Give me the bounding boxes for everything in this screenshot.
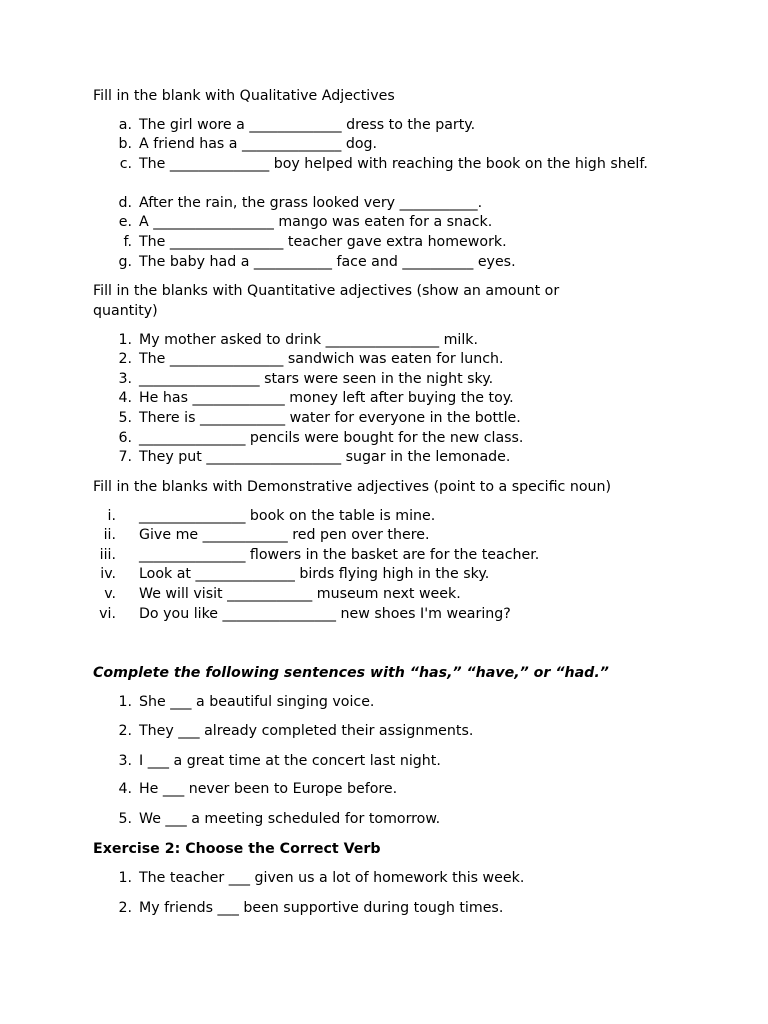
list-item: _______________ book on the table is mine.: [139, 508, 436, 524]
list-marker: 2.: [118, 900, 132, 916]
list-item: A friend has a ______________ dog.: [139, 136, 378, 152]
list-item: There is ____________ water for everyone in the bottle.: [139, 410, 521, 426]
list-item: They ___ already completed their assignments.: [139, 723, 474, 739]
list-item: _______________ flowers in the basket are for the teacher.: [139, 547, 540, 563]
list-marker: 1.: [118, 332, 132, 348]
list-marker: e.: [118, 214, 132, 230]
list-item: The teacher ___ given us a lot of homework this week.: [139, 870, 525, 886]
list-marker: ii.: [103, 527, 116, 543]
list-item: Look at ______________ birds flying high in the sky.: [139, 566, 490, 582]
list-marker: 4.: [118, 390, 132, 406]
list-item: The ________________ sandwich was eaten for lunch.: [139, 351, 504, 367]
demonstrative-heading: Fill in the blanks with Demonstrative adjectives (point to a specific noun): [93, 479, 612, 495]
list-item: The baby had a ___________ face and __________ eyes.: [139, 254, 516, 270]
list-marker: 3.: [118, 753, 132, 769]
list-item: The ______________ boy helped with reaching the book on the high shelf.: [139, 156, 648, 172]
list-marker: 5.: [118, 410, 132, 426]
exercise-2-heading: Exercise 2: Choose the Correct Verb: [93, 841, 381, 857]
list-marker: v.: [104, 586, 116, 602]
list-item: We will visit ____________ museum next week.: [139, 586, 461, 602]
list-marker: iv.: [100, 566, 116, 582]
list-marker: i.: [107, 508, 116, 524]
list-item: The girl wore a _____________ dress to the party.: [139, 117, 476, 133]
list-item: They put ___________________ sugar in the lemonade.: [139, 449, 511, 465]
list-marker: f.: [123, 234, 132, 250]
list-marker: d.: [118, 195, 132, 211]
list-item: He has _____________ money left after buying the toy.: [139, 390, 514, 406]
list-marker: 1.: [118, 694, 132, 710]
list-item: I ___ a great time at the concert last night.: [139, 753, 441, 769]
list-item: _______________ pencils were bought for the new class.: [139, 430, 524, 446]
list-marker: 2.: [118, 351, 132, 367]
list-item: My mother asked to drink ________________ milk.: [139, 332, 479, 348]
list-item: A _________________ mango was eaten for a snack.: [139, 214, 493, 230]
has-have-had-heading: Complete the following sentences with “has,” “have,” or “had.”: [93, 665, 609, 681]
quantitative-heading: Fill in the blanks with Quantitative adjectives (show an amount or quantity): [93, 283, 560, 319]
list-marker: 4.: [118, 781, 132, 797]
list-item: We ___ a meeting scheduled for tomorrow.: [139, 811, 441, 827]
list-marker: 3.: [118, 371, 132, 387]
list-marker: b.: [118, 136, 132, 152]
list-marker: 6.: [118, 430, 132, 446]
list-item: After the rain, the grass looked very ___________.: [139, 195, 483, 211]
list-marker: iii.: [99, 547, 116, 563]
list-marker: c.: [119, 156, 132, 172]
list-marker: 7.: [118, 449, 132, 465]
list-marker: 1.: [118, 870, 132, 886]
list-marker: vi.: [99, 606, 116, 622]
list-marker: 2.: [118, 723, 132, 739]
list-item: He ___ never been to Europe before.: [139, 781, 398, 797]
list-marker: 5.: [118, 811, 132, 827]
qualitative-heading: Fill in the blank with Qualitative Adjectives: [93, 88, 395, 104]
list-item: Do you like ________________ new shoes I'm wearing?: [139, 606, 511, 622]
list-marker: g.: [118, 254, 132, 270]
list-item: She ___ a beautiful singing voice.: [139, 694, 375, 710]
list-item: Give me ____________ red pen over there.: [139, 527, 430, 543]
list-marker: a.: [118, 117, 132, 133]
list-item: _________________ stars were seen in the night sky.: [139, 371, 494, 387]
list-item: The ________________ teacher gave extra homework.: [139, 234, 507, 250]
list-item: My friends ___ been supportive during tough times.: [139, 900, 504, 916]
